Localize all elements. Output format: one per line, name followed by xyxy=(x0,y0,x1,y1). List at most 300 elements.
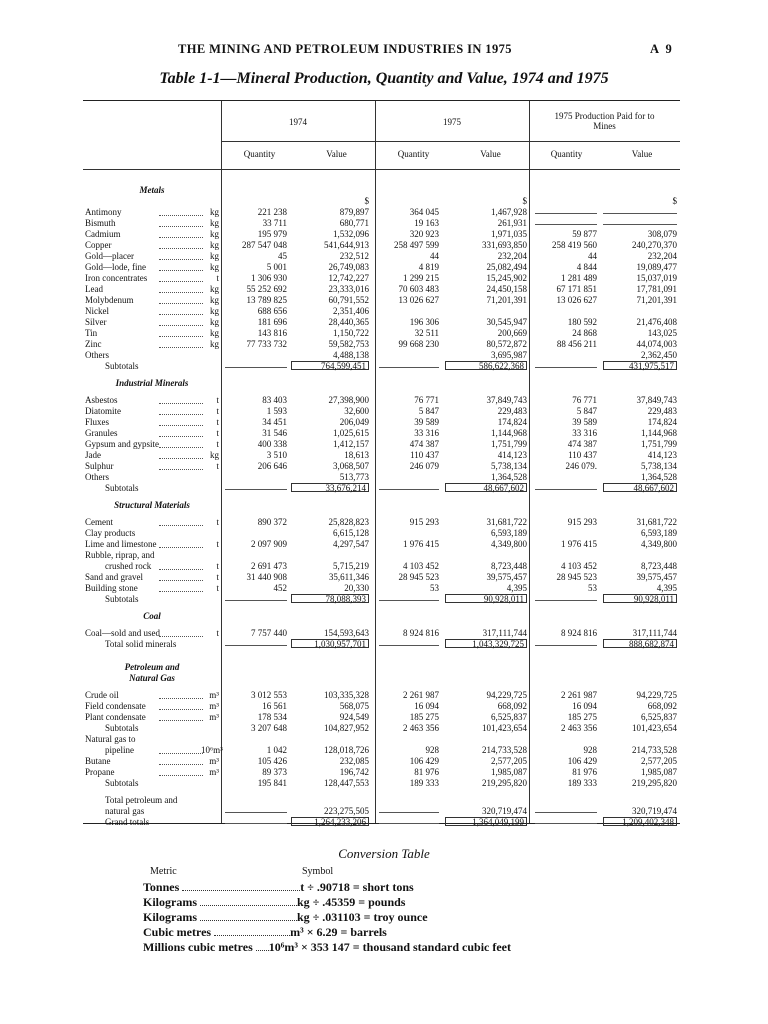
dot-leader xyxy=(159,561,203,570)
cell-value: 1,025,615 xyxy=(333,428,369,438)
dot-leader xyxy=(159,690,203,699)
cell-quantity: 1 976 415 xyxy=(561,539,597,549)
row-unit: kg xyxy=(210,229,219,239)
table-row xyxy=(83,756,680,767)
cell-quantity: 1 281 489 xyxy=(561,273,597,283)
row-unit: m³ xyxy=(209,756,219,766)
cell-quantity: 5 847 xyxy=(418,406,439,416)
cell-quantity: 39 589 xyxy=(414,417,439,427)
cell-quantity: 32 511 xyxy=(414,328,439,338)
cell-value: 4,395 xyxy=(506,583,527,593)
cell-value: 28,440,365 xyxy=(328,317,369,327)
cell-value: 240,270,370 xyxy=(632,240,677,250)
cell-value: 196,742 xyxy=(339,767,369,777)
dot-leader xyxy=(159,450,203,459)
cell-quantity: 1 976 415 xyxy=(403,539,439,549)
row-label: Silver xyxy=(85,317,107,327)
cell-value: 103,335,328 xyxy=(324,690,369,700)
cell-quantity: 181 696 xyxy=(257,317,287,327)
cell-quantity: 1 042 xyxy=(266,745,287,755)
page-number: A 9 xyxy=(650,42,674,56)
row-label: Crude oil xyxy=(85,690,119,700)
row-label: Coal xyxy=(143,611,161,621)
cell-quantity: 8 924 816 xyxy=(561,628,597,638)
cell-value: 6,593,189 xyxy=(491,528,527,538)
row-unit: kg xyxy=(210,306,219,316)
row-label: Coal—sold and used xyxy=(85,628,160,638)
table-row xyxy=(83,461,680,472)
row-unit: t xyxy=(216,406,219,416)
cell-value: 8,723,448 xyxy=(491,561,527,571)
cell-value: 214,733,528 xyxy=(632,745,677,755)
cell-quantity: 105 426 xyxy=(257,756,287,766)
cell-value: 31,681,722 xyxy=(636,517,677,527)
cell-value: 229,483 xyxy=(497,406,527,416)
cell-quantity: 33 316 xyxy=(572,428,597,438)
running-head xyxy=(0,42,768,58)
dot-leader xyxy=(159,229,203,238)
cell-value: 680,771 xyxy=(339,218,369,228)
cell-value: 2,362,450 xyxy=(641,350,677,360)
conversion-col-metric: Metric xyxy=(150,866,177,877)
cell-value: 17,781,091 xyxy=(636,284,677,294)
cell-value: 37,849,743 xyxy=(636,395,677,405)
table-row xyxy=(83,712,680,723)
section-heading xyxy=(83,662,680,673)
table-row xyxy=(83,745,680,756)
row-label: natural gas xyxy=(105,806,145,816)
dot-leader xyxy=(256,941,269,951)
cell-quantity: 76 771 xyxy=(572,395,597,405)
cell-value: 568,075 xyxy=(339,701,369,711)
cell-quantity: 178 534 xyxy=(257,712,287,722)
cell-quantity: 89 373 xyxy=(262,767,287,777)
cell-value: 331,693,850 xyxy=(482,240,527,250)
cell-value: 320,719,474 xyxy=(482,806,527,816)
row-label: Subtotals xyxy=(105,594,139,604)
dot-leader xyxy=(159,207,203,216)
cell-value: 308,079 xyxy=(647,229,677,239)
table-row xyxy=(83,439,680,450)
cell-quantity xyxy=(225,361,287,368)
cell-value: 15,245,902 xyxy=(486,273,527,283)
row-label: Butane xyxy=(85,756,111,766)
cell-value: 2,577,205 xyxy=(641,756,677,766)
subtotal-row xyxy=(83,817,680,828)
running-head-title: THE MINING AND PETROLEUM INDUSTRIES IN 1975 xyxy=(178,42,512,56)
subtotal-row xyxy=(83,361,680,372)
row-label: Copper xyxy=(85,240,112,250)
cell-quantity: 195 979 xyxy=(257,229,287,239)
cell-quantity xyxy=(379,817,439,824)
row-label: Natural gas to xyxy=(85,734,136,744)
cell-quantity: 3 510 xyxy=(266,450,287,460)
cell-value: 104,827,952 xyxy=(324,723,369,733)
row-label: Iron concentrates xyxy=(85,273,148,283)
cell-value: 128,447,553 xyxy=(324,778,369,788)
cell-quantity: 33 711 xyxy=(262,218,287,228)
cell-value: 1,364,528 xyxy=(641,472,677,482)
mineral-production-table xyxy=(83,100,680,827)
row-label: Cement xyxy=(85,517,113,527)
cell-quantity: 44 xyxy=(430,251,439,261)
cell-quantity: 81 976 xyxy=(414,767,439,777)
cell-quantity: 53 xyxy=(430,583,439,593)
cell-value: 24,450,158 xyxy=(486,284,527,294)
cell-quantity: 59 877 xyxy=(572,229,597,239)
cell-quantity: 67 171 851 xyxy=(556,284,597,294)
conversion-metric: Tonnes xyxy=(143,880,183,894)
table-title: Table 1-1—Mineral Production, Quantity and Value, 1974 and 1975 xyxy=(159,70,609,87)
cell-quantity: 81 976 xyxy=(572,767,597,777)
cell-quantity: 246 079 xyxy=(409,461,439,471)
cell-value: 6,525,837 xyxy=(641,712,677,722)
column-header-quantity: Quantity xyxy=(397,149,430,159)
cell-value: 35,611,346 xyxy=(328,572,369,582)
cell-quantity xyxy=(225,483,287,490)
dot-leader xyxy=(159,251,203,260)
row-unit: 10⁶m³ xyxy=(201,745,223,755)
table-row xyxy=(83,723,680,734)
cell-value xyxy=(603,218,677,225)
table-row xyxy=(83,628,680,639)
header-rule xyxy=(221,141,680,142)
group-header-1974: 1974 xyxy=(289,117,307,127)
column-header-value: Value xyxy=(326,149,347,159)
cell-value: 18,613 xyxy=(344,450,369,460)
cell-value: 5,715,219 xyxy=(333,561,369,571)
cell-value: 4,395 xyxy=(656,583,677,593)
group-header-paid: 1975 Production Paid for to Mines xyxy=(554,111,655,131)
cell-value: 1,150,722 xyxy=(333,328,369,338)
section-heading xyxy=(83,378,680,389)
cell-value: 2,577,205 xyxy=(491,756,527,766)
cell-quantity: 28 945 523 xyxy=(556,572,597,582)
dot-leader xyxy=(159,406,203,415)
cell-quantity: 185 275 xyxy=(409,712,439,722)
cell-value: 232,204 xyxy=(647,251,677,261)
conversion-formula: ÷ .031103 = troy ounce xyxy=(312,910,428,924)
cell-quantity: 4 819 xyxy=(418,262,439,272)
cell-quantity: 24 868 xyxy=(572,328,597,338)
subtotal-row xyxy=(83,594,680,605)
row-unit: t xyxy=(216,273,219,283)
dot-leader xyxy=(182,881,300,891)
cell-value: 261,931 xyxy=(497,218,527,228)
dot-leader xyxy=(159,701,203,710)
conversion-metric: Millions cubic metres xyxy=(143,940,256,954)
row-label: Lime and limestone xyxy=(85,539,157,549)
cell-value: $ xyxy=(364,196,369,206)
cell-value: 317,111,744 xyxy=(632,628,677,638)
cell-quantity: 3 012 553 xyxy=(251,690,287,700)
dot-leader xyxy=(159,339,203,348)
table-row xyxy=(83,284,680,295)
cell-value: 48,667,602 xyxy=(603,483,677,492)
cell-value: 101,423,654 xyxy=(482,723,527,733)
row-label: Grand totals xyxy=(105,817,150,827)
row-label: Granules xyxy=(85,428,118,438)
cell-quantity: 189 333 xyxy=(567,778,597,788)
row-label: Asbestos xyxy=(85,395,118,405)
row-label: Tin xyxy=(85,328,98,338)
table-row xyxy=(83,583,680,594)
cell-value: 15,037,019 xyxy=(636,273,677,283)
conversion-symbol: 10⁶m³ xyxy=(268,940,301,954)
cell-quantity xyxy=(379,483,439,490)
dot-leader xyxy=(159,262,203,271)
row-label: Molybdenum xyxy=(85,295,134,305)
cell-value: 80,572,872 xyxy=(486,339,527,349)
row-label: Subtotals xyxy=(105,723,139,733)
conversion-formula: ÷ .90718 = short tons xyxy=(307,880,414,894)
dot-leader xyxy=(159,240,203,249)
cell-value: 78,088,393 xyxy=(291,594,369,603)
cell-value: 219,295,820 xyxy=(482,778,527,788)
cell-quantity xyxy=(225,817,287,824)
cell-value: 12,742,227 xyxy=(328,273,369,283)
row-unit: kg xyxy=(210,207,219,217)
cell-quantity: 70 603 483 xyxy=(398,284,439,294)
cell-value: 90,928,011 xyxy=(445,594,527,603)
cell-value: 94,229,725 xyxy=(486,690,527,700)
cell-value: 924,549 xyxy=(339,712,369,722)
cell-quantity xyxy=(535,639,597,646)
column-header-value: Value xyxy=(480,149,501,159)
cell-value: 21,476,408 xyxy=(636,317,677,327)
cell-value: 5,738,134 xyxy=(491,461,527,471)
cell-value: 229,483 xyxy=(647,406,677,416)
cell-quantity: 99 668 230 xyxy=(398,339,439,349)
table-row xyxy=(83,550,680,561)
cell-value: 223,275,505 xyxy=(324,806,369,816)
cell-value: 586,622,368 xyxy=(445,361,527,370)
dot-leader xyxy=(159,539,203,548)
table-row xyxy=(83,262,680,273)
conversion-formula: ÷ .45359 = pounds xyxy=(312,895,406,909)
row-unit: t xyxy=(216,417,219,427)
cell-quantity: 45 xyxy=(278,251,287,261)
cell-quantity: 5 847 xyxy=(576,406,597,416)
cell-value: 39,575,457 xyxy=(486,572,527,582)
cell-value: 27,398,900 xyxy=(328,395,369,405)
cell-value: 317,111,744 xyxy=(482,628,527,638)
section-heading xyxy=(83,673,680,684)
cell-quantity: 890 372 xyxy=(257,517,287,527)
row-label: Plant condensate xyxy=(85,712,146,722)
cell-value: 4,349,800 xyxy=(491,539,527,549)
cell-quantity: 364 045 xyxy=(409,207,439,217)
dot-leader xyxy=(159,306,203,315)
row-label: Sand and gravel xyxy=(85,572,143,582)
cell-quantity xyxy=(535,806,597,813)
row-unit: t xyxy=(216,572,219,582)
cell-value: 6,615,128 xyxy=(333,528,369,538)
row-unit: kg xyxy=(210,240,219,250)
conversion-symbol: t xyxy=(300,880,308,894)
table-row xyxy=(83,417,680,428)
section-heading xyxy=(83,611,680,622)
cell-value: 32,600 xyxy=(344,406,369,416)
conversion-row xyxy=(143,895,405,909)
table-row xyxy=(83,273,680,284)
conversion-symbol: kg xyxy=(297,910,313,924)
cell-quantity: 76 771 xyxy=(414,395,439,405)
cell-value: 48,667,602 xyxy=(445,483,527,492)
cell-value: 71,201,391 xyxy=(636,295,677,305)
cell-value: 25,082,494 xyxy=(486,262,527,272)
dot-leader xyxy=(159,745,203,754)
cell-quantity: 915 293 xyxy=(409,517,439,527)
cell-value: 60,791,552 xyxy=(328,295,369,305)
row-label: Industrial Minerals xyxy=(115,378,189,388)
row-label: Propane xyxy=(85,767,115,777)
row-unit: kg xyxy=(210,450,219,460)
cell-value: 154,593,643 xyxy=(324,628,369,638)
cell-quantity: 258 497 599 xyxy=(394,240,439,250)
row-label: Building stone xyxy=(85,583,138,593)
conversion-formula: × 353 147 = thousand standard cubic feet xyxy=(300,940,511,954)
row-unit: kg xyxy=(210,218,219,228)
cell-quantity: 16 094 xyxy=(572,701,597,711)
conversion-row xyxy=(143,925,387,939)
row-unit: t xyxy=(216,539,219,549)
cell-quantity: 195 841 xyxy=(257,778,287,788)
table-row xyxy=(83,207,680,218)
row-unit: t xyxy=(216,439,219,449)
cell-value: 206,049 xyxy=(339,417,369,427)
cell-quantity xyxy=(379,806,439,813)
cell-quantity: 39 589 xyxy=(572,417,597,427)
row-label: Gold—lode, fine xyxy=(85,262,146,272)
cell-quantity: 206 646 xyxy=(257,461,287,471)
conversion-row xyxy=(143,880,414,894)
table-row xyxy=(83,328,680,339)
cell-value: 5,738,134 xyxy=(641,461,677,471)
row-unit: kg xyxy=(210,262,219,272)
row-label: pipeline xyxy=(105,745,134,755)
cell-value: 1,971,035 xyxy=(491,229,527,239)
group-header-1975: 1975 xyxy=(443,117,461,127)
conversion-col-symbol: Symbol xyxy=(302,866,334,877)
row-label: Jade xyxy=(85,450,101,460)
cell-value: 668,092 xyxy=(497,701,527,711)
cell-value: 1,467,928 xyxy=(491,207,527,217)
dot-leader xyxy=(159,218,203,227)
dot-leader xyxy=(159,428,203,437)
cell-value: 668,092 xyxy=(647,701,677,711)
cell-value: 20,330 xyxy=(344,583,369,593)
conversion-title: Conversion Table xyxy=(338,846,430,861)
cell-quantity: 44 xyxy=(588,251,597,261)
table-row xyxy=(83,795,680,806)
cell-value: 232,204 xyxy=(497,251,527,261)
cell-value: 71,201,391 xyxy=(486,295,527,305)
column-header-quantity: Quantity xyxy=(550,149,583,159)
cell-value: 1,144,968 xyxy=(641,428,677,438)
cell-value: 6,593,189 xyxy=(641,528,677,538)
cell-value: 90,928,011 xyxy=(603,594,677,603)
cell-value: 59,582,753 xyxy=(328,339,369,349)
cell-value: 128,018,726 xyxy=(324,745,369,755)
cell-quantity: 196 306 xyxy=(409,317,439,327)
cell-quantity: 221 238 xyxy=(257,207,287,217)
cell-value: 31,681,722 xyxy=(486,517,527,527)
row-unit: kg xyxy=(210,317,219,327)
table-row xyxy=(83,517,680,528)
cell-quantity xyxy=(379,639,439,646)
cell-quantity xyxy=(225,594,287,601)
table-row xyxy=(83,395,680,406)
cell-quantity xyxy=(225,806,287,813)
cell-value: 4,297,547 xyxy=(333,539,369,549)
cell-value: 26,749,083 xyxy=(328,262,369,272)
cell-quantity xyxy=(535,817,597,824)
row-unit: t xyxy=(216,561,219,571)
cell-quantity xyxy=(535,594,597,601)
column-header-quantity: Quantity xyxy=(243,149,276,159)
row-label: Lead xyxy=(85,284,103,294)
cell-value: 764,599,451 xyxy=(291,361,369,370)
cell-quantity: 4 103 452 xyxy=(403,561,439,571)
dot-leader xyxy=(159,461,203,470)
row-label: Clay products xyxy=(85,528,136,538)
row-label: Cadmium xyxy=(85,229,121,239)
row-label: Others xyxy=(85,350,109,360)
cell-value: 219,295,820 xyxy=(632,778,677,788)
cell-value: 4,349,800 xyxy=(641,539,677,549)
row-label: Subtotals xyxy=(105,361,139,371)
table-row xyxy=(83,218,680,229)
cell-value xyxy=(603,207,677,214)
section-heading xyxy=(83,500,680,511)
row-label: Bismuth xyxy=(85,218,116,228)
cell-quantity: 31 440 908 xyxy=(246,572,287,582)
table-row xyxy=(83,306,680,317)
table-row xyxy=(83,428,680,439)
cell-quantity: 13 789 825 xyxy=(246,295,287,305)
cell-quantity xyxy=(379,361,439,368)
cell-quantity: 400 338 xyxy=(257,439,287,449)
table-row xyxy=(83,339,680,350)
dot-leader xyxy=(159,572,203,581)
dot-leader xyxy=(159,295,203,304)
dot-leader xyxy=(159,328,203,337)
cell-quantity: 1 593 xyxy=(266,406,287,416)
cell-quantity: 83 403 xyxy=(262,395,287,405)
table-row xyxy=(83,350,680,361)
row-unit: kg xyxy=(210,251,219,261)
cell-quantity: 2 261 987 xyxy=(403,690,439,700)
dot-leader xyxy=(159,273,203,282)
dot-leader xyxy=(159,517,203,526)
cell-value: 414,123 xyxy=(497,450,527,460)
row-unit: m³ xyxy=(209,690,219,700)
row-label: Rubble, riprap, and xyxy=(85,550,155,560)
dot-leader xyxy=(159,712,203,721)
row-label: Fluxes xyxy=(85,417,110,427)
cell-value: 19,089,477 xyxy=(636,262,677,272)
dot-leader xyxy=(159,628,203,637)
row-label: Metals xyxy=(139,185,165,195)
cell-quantity xyxy=(535,207,597,214)
cell-quantity: 928 xyxy=(425,745,439,755)
table-row xyxy=(83,229,680,240)
table-row xyxy=(83,806,680,817)
cell-value: 1,532,096 xyxy=(333,229,369,239)
cell-quantity: 2 463 356 xyxy=(403,723,439,733)
cell-value: 23,333,016 xyxy=(328,284,369,294)
